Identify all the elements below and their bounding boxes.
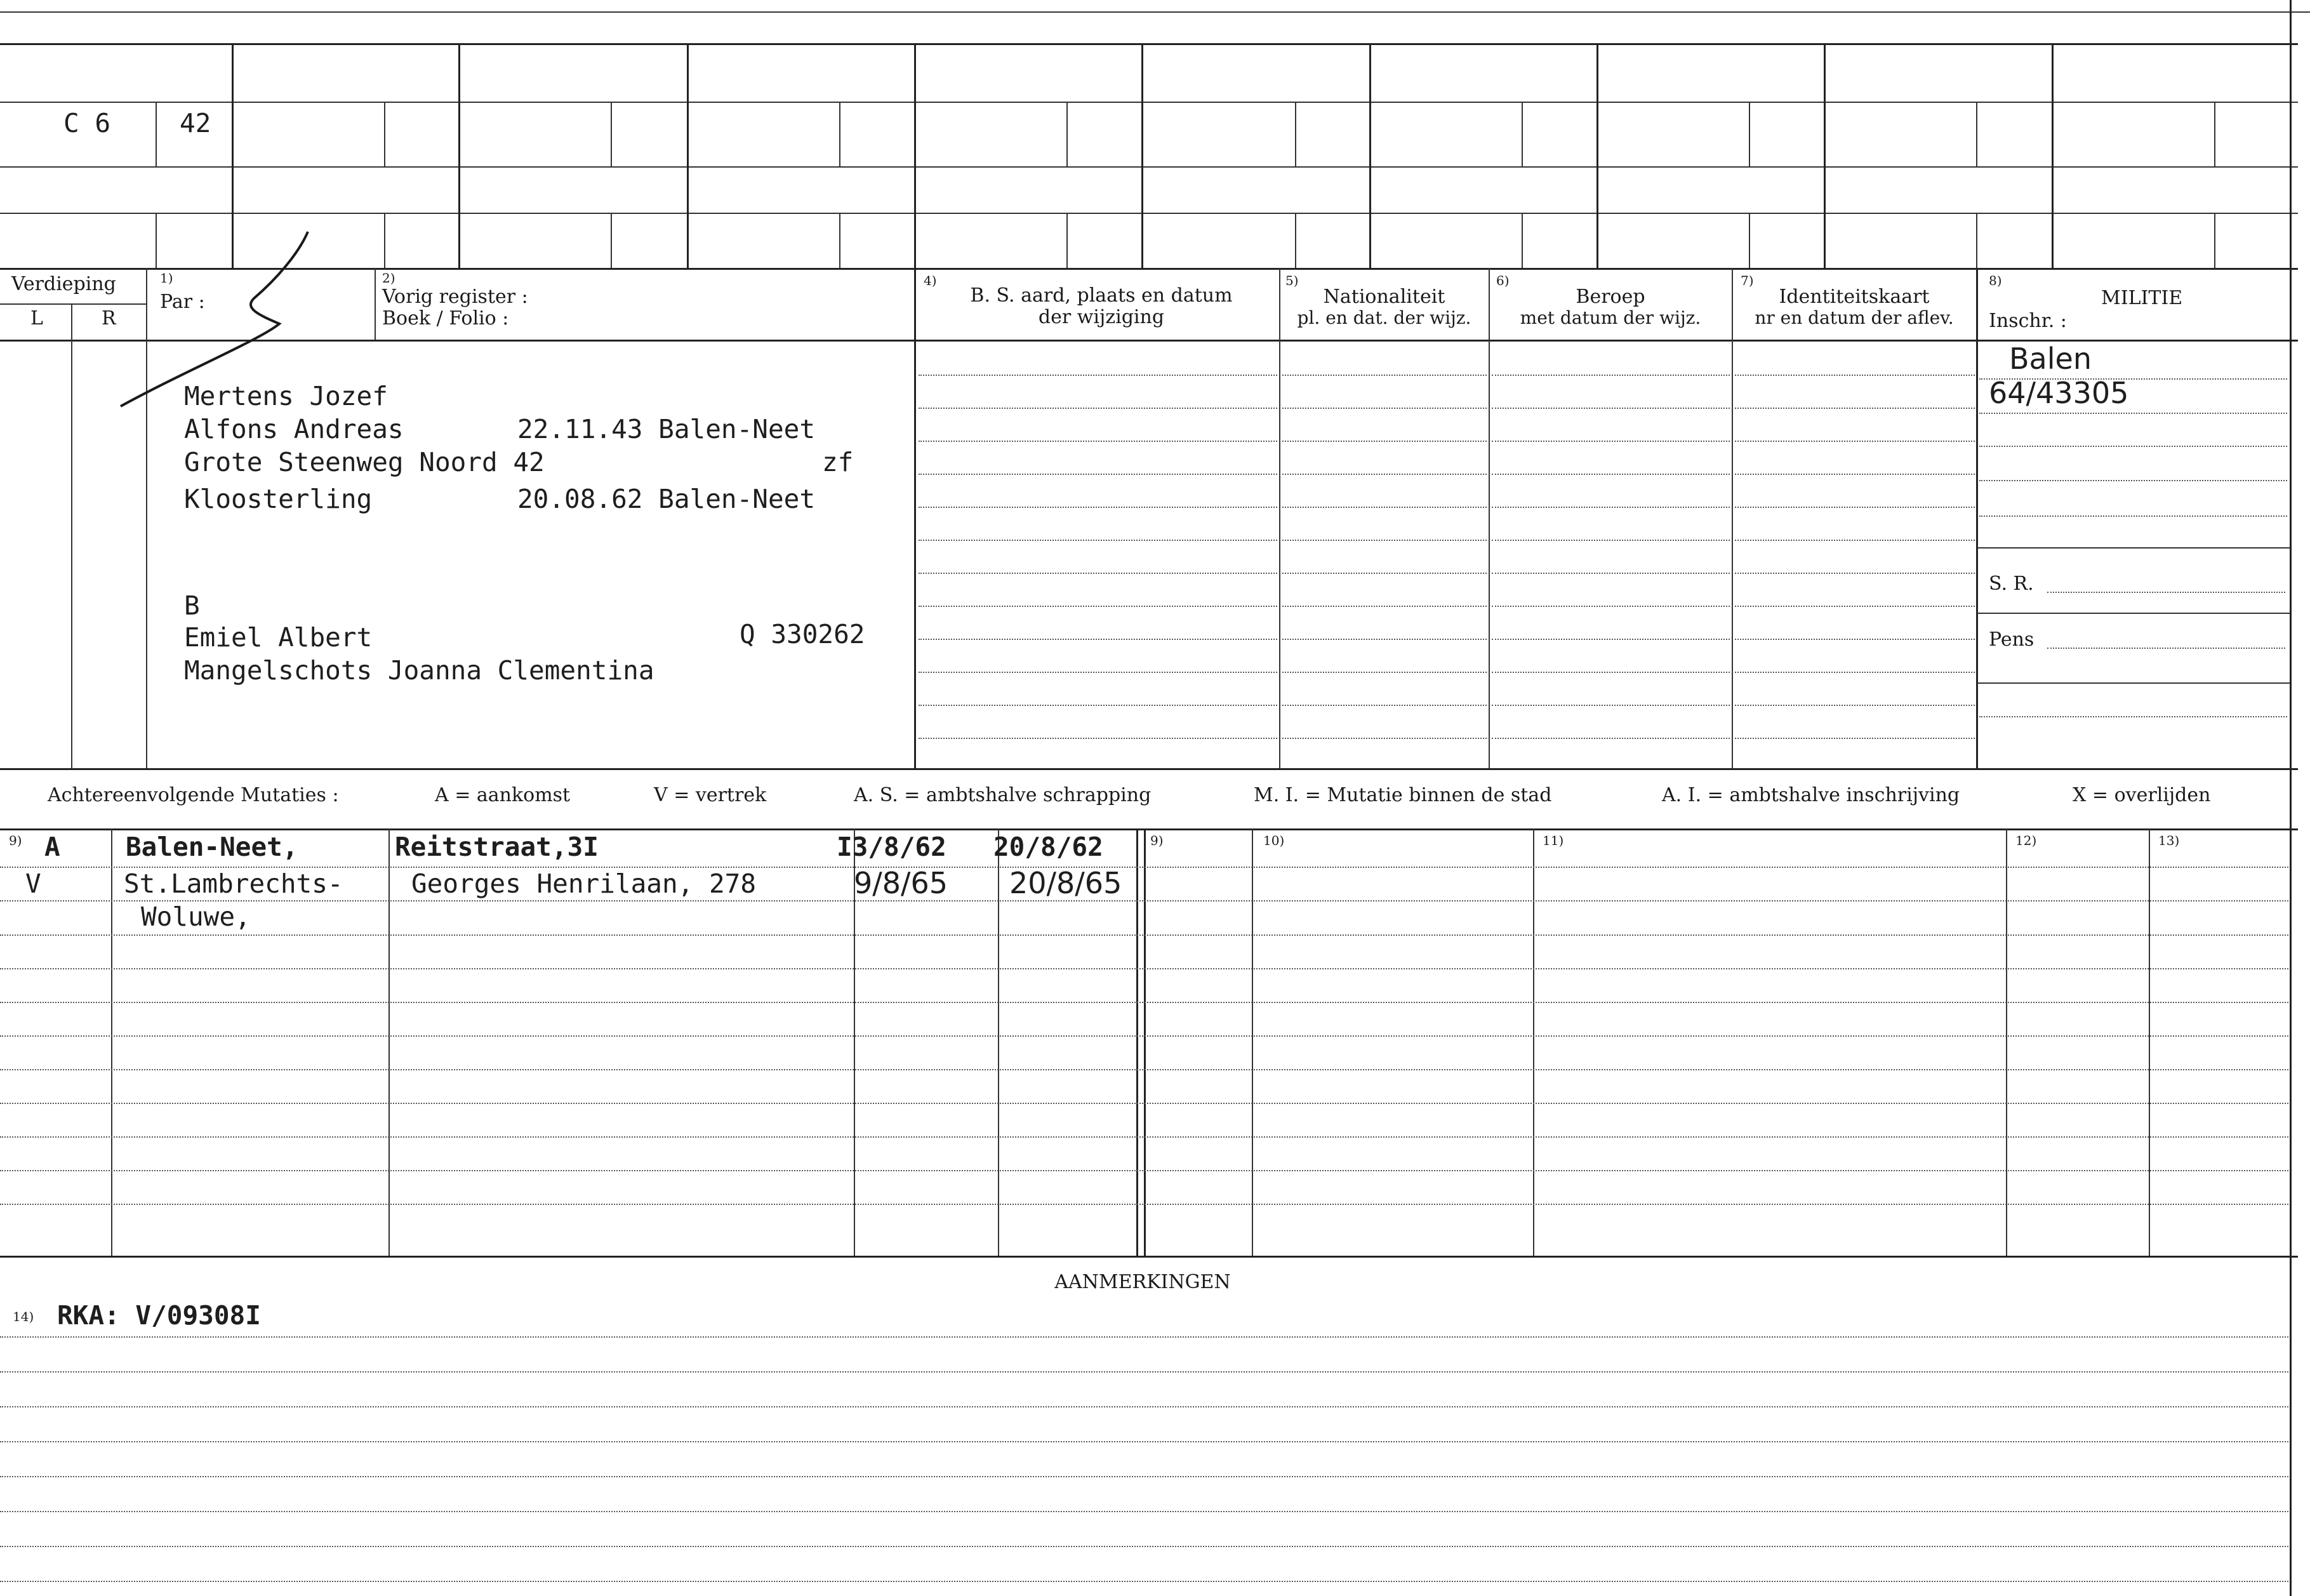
col6-number: 6) bbox=[1496, 273, 1510, 288]
mutation-commune-line2: Woluwe, bbox=[141, 901, 251, 932]
mutation-street: Georges Henrilaan, 278 bbox=[411, 868, 757, 899]
col7-number: 7) bbox=[1741, 273, 1754, 288]
legend-title: Achtereenvolgende Mutaties : bbox=[48, 784, 339, 806]
mutation-date-registered: 20/8/65 bbox=[1009, 866, 1122, 900]
mutation-commune: Balen-Neet, bbox=[126, 832, 298, 862]
grid-line bbox=[0, 213, 2298, 214]
sr-label: S. R. bbox=[1989, 573, 2034, 595]
remarks-number: 14) bbox=[13, 1309, 34, 1324]
col4-label-line1: B. S. aard, plaats en datum bbox=[970, 284, 1233, 307]
grid-line bbox=[1824, 43, 1826, 268]
mutation-date-registered: 20/8/62 bbox=[993, 832, 1103, 862]
militie-label: MILITIE bbox=[2101, 287, 2183, 309]
right-edge bbox=[2290, 0, 2292, 1596]
verdieping-r-label: R bbox=[102, 307, 116, 329]
pens-label: Pens bbox=[1989, 628, 2035, 651]
verdieping-l-label: L bbox=[30, 307, 43, 329]
mutation-commune: St.Lambrechts- bbox=[124, 868, 343, 899]
grid-line bbox=[0, 43, 2298, 45]
legend-mi: M. I. = Mutatie binnen de stad bbox=[1254, 784, 1552, 806]
occupation: Kloosterling bbox=[184, 484, 373, 514]
grid-line bbox=[0, 102, 2298, 103]
mutation-type: A bbox=[44, 832, 60, 862]
mutation-type: V bbox=[25, 868, 41, 899]
person-given-names: Alfons Andreas bbox=[184, 414, 404, 444]
header-bottom-line bbox=[0, 340, 2298, 342]
inschr-label: Inschr. : bbox=[1989, 310, 2067, 332]
grid-line bbox=[687, 43, 689, 268]
grid-line bbox=[1596, 43, 1598, 268]
legend-ai: A. I. = ambtshalve inschrijving bbox=[1662, 784, 1960, 806]
legend-v: V = vertrek bbox=[654, 784, 767, 806]
grid-line bbox=[2052, 43, 2054, 268]
col9-number: 9) bbox=[9, 833, 22, 848]
col5-number: 5) bbox=[1285, 273, 1299, 288]
remarks-text: RKA: V/09308I bbox=[57, 1300, 261, 1331]
col12-number: 12) bbox=[2015, 833, 2037, 848]
grid-line bbox=[1141, 43, 1143, 268]
col13-number: 13) bbox=[2158, 833, 2180, 848]
col4-number: 4) bbox=[924, 273, 937, 288]
col7-label-line1: Identiteitskaart bbox=[1779, 286, 1930, 308]
legend-a: A = aankomst bbox=[435, 784, 571, 806]
address: Grote Steenweg Noord 42 bbox=[184, 447, 545, 477]
col7-label-line2: nr en datum der aflev. bbox=[1755, 307, 1954, 328]
col5-label-line2: pl. en dat. der wijz. bbox=[1297, 307, 1471, 328]
grid-line bbox=[0, 268, 2298, 270]
col6-label-line2: met datum der wijz. bbox=[1520, 307, 1701, 328]
col1-label: Par : bbox=[160, 291, 205, 313]
grid-line bbox=[914, 43, 916, 268]
col2-label-line1: Vorig register : bbox=[382, 286, 528, 308]
verdieping-label: Verdieping bbox=[11, 273, 116, 295]
mutation-street: Reitstraat,3I bbox=[395, 832, 599, 862]
col9-number-right: 9) bbox=[1150, 833, 1164, 848]
code-number: 42 bbox=[180, 108, 211, 138]
col10-number: 10) bbox=[1263, 833, 1285, 848]
mother-name: Mangelschots Joanna Clementina bbox=[184, 655, 654, 686]
code-letter: C 6 bbox=[63, 108, 111, 138]
col8-number: 8) bbox=[1989, 273, 2002, 288]
militie-place: Balen bbox=[2009, 342, 2092, 376]
col6-label-line1: Beroep bbox=[1576, 286, 1645, 308]
father-name: Emiel Albert bbox=[184, 622, 373, 653]
person-block-bottom bbox=[0, 768, 2298, 770]
mutation-date-arrival: 9/8/65 bbox=[854, 866, 948, 900]
col1-number: 1) bbox=[160, 270, 173, 286]
occupation-date-place: 20.08.62 Balen-Neet bbox=[517, 484, 815, 514]
remarks-title: AANMERKINGEN bbox=[1054, 1271, 1231, 1293]
b-mark: B bbox=[184, 590, 200, 621]
militie-number: 64/43305 bbox=[1989, 376, 2129, 410]
mutation-date-arrival: I3/8/62 bbox=[837, 832, 946, 862]
col11-number: 11) bbox=[1543, 833, 1564, 848]
top-edge bbox=[0, 11, 2310, 13]
birth-date-place: 22.11.43 Balen-Neet bbox=[517, 414, 815, 444]
grid-line bbox=[458, 43, 460, 268]
col5-label-line1: Nationaliteit bbox=[1323, 286, 1445, 308]
grid-line bbox=[1369, 43, 1371, 268]
col2-number: 2) bbox=[382, 270, 395, 286]
id-number: Q 330262 bbox=[740, 619, 865, 649]
address-mark: zf bbox=[822, 447, 854, 477]
person-name: Mertens Jozef bbox=[184, 381, 388, 411]
legend-as: A. S. = ambtshalve schrapping bbox=[854, 784, 1152, 806]
grid-line bbox=[0, 166, 2298, 168]
legend-x: X = overlijden bbox=[2073, 784, 2211, 806]
col4-label-line2: der wijziging bbox=[1038, 306, 1165, 328]
col2-label-line2: Boek / Folio : bbox=[382, 307, 509, 329]
